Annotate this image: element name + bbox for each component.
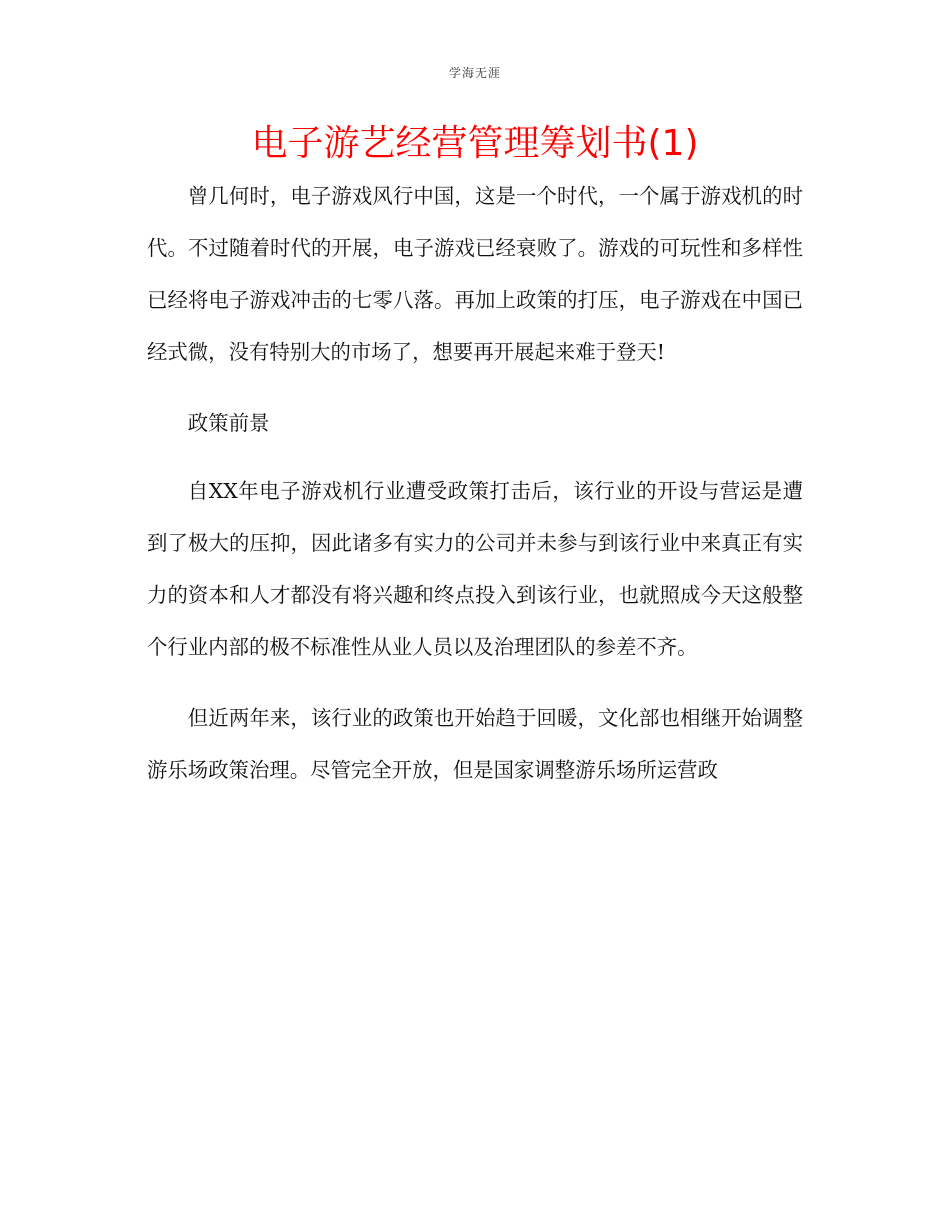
document-title: 电子游艺经营管理筹划书(1) bbox=[251, 123, 699, 164]
section-heading-policy: 政策前景 bbox=[187, 411, 270, 435]
paragraph-policy-history: 自XX年电子游戏机行业遭受政策打击后，该行业的开设与营运是遭到了极大的压抑，因此诸多有实力的公司并未参与到该行业中来真正有实力的资本和人才都没有将兴趣和终点投入到该行业，也就照成今天这般整个行业内部的极不标准性从业人员以及治理团队的参差不齐。 bbox=[147, 479, 803, 659]
document-body bbox=[147, 170, 803, 815]
paragraph-intro: 曾几何时，电子游戏风行中国，这是一个时代，一个属于游戏机的时代。不过随着时代的开展，电子游戏已经衰败了。游戏的可玩性和多样性已经将电子游戏冲击的七零八落。再加上政策的打压，电子游戏在中国已经式微，没有特别大的市场了，想要再开展起来难于登天! bbox=[147, 184, 803, 364]
paragraph-policy-recent: 但近两年来，该行业的政策也开始趋于回暖，文化部也相继开始调整游乐场政策治理。尽管完全开放，但是国家调整游乐场所运营政 bbox=[147, 706, 803, 782]
page-header: 学海无涯 bbox=[448, 66, 501, 80]
